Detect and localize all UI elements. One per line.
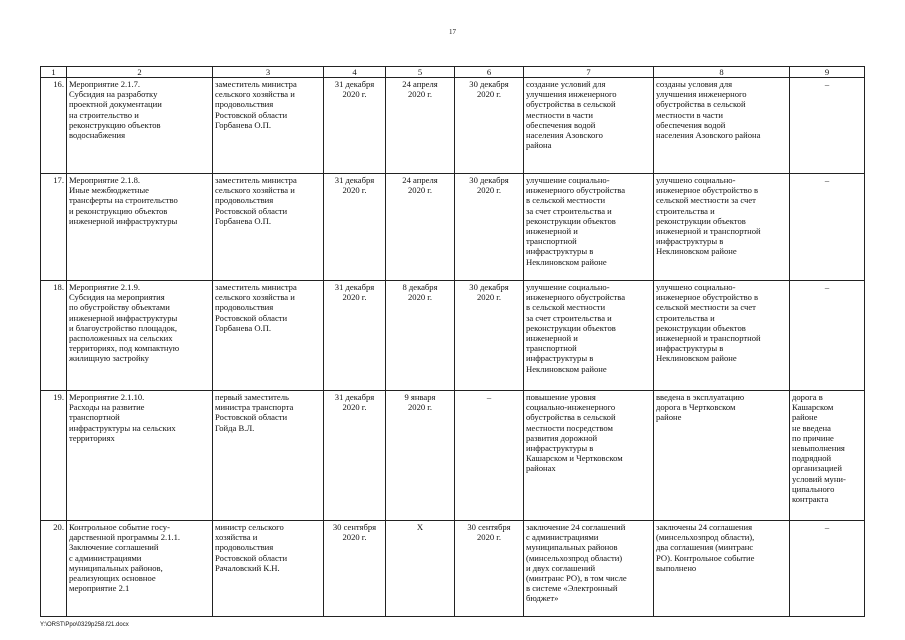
actual-start-date: 24 апреля 2020 г. <box>386 174 455 281</box>
row-number: 19. <box>41 391 67 521</box>
column-header: 4 <box>324 67 386 78</box>
event-name: Мероприятие 2.1.8. Иные межбюджетные трансферты на строительство и реконструкцию объектов инженерной инфраструктуры <box>67 174 213 281</box>
column-header: 5 <box>386 67 455 78</box>
planned-result: повышение уровня социально-инженерного обустройства в сельской местности посредством развития дорожной инфраструктуры в Кашарском и Чертковском районах <box>524 391 654 521</box>
table-row <box>41 281 865 391</box>
planned-date: 30 сентября 2020 г. <box>324 521 386 617</box>
planned-date: 31 декабря 2020 г. <box>324 281 386 391</box>
actual-end-date: – <box>455 391 524 521</box>
file-path-footer: Y:\ORST\Ppo\0329p258.f21.docx <box>40 622 129 628</box>
actual-start-date: 24 апреля 2020 г. <box>386 78 455 174</box>
table-row <box>41 78 865 174</box>
event-name: Контрольное событие госу- дарственной программы 2.1.1. Заключение соглашений с администрациями муниципальных районов, реализующих основное мероприятие 2.1 <box>67 521 213 617</box>
actual-result: заключены 24 соглашения (минсельхозпрод области), два соглашения (минтранс РО). Контрольное событие выполнено <box>654 521 790 617</box>
actual-result: созданы условия для улучшения инженерного обустройства в сельской местности в части обеспечения водой населения Азовского района <box>654 78 790 174</box>
actual-end-date: 30 сентября 2020 г. <box>455 521 524 617</box>
column-header: 8 <box>654 67 790 78</box>
actual-start-date: 9 января 2020 г. <box>386 391 455 521</box>
planned-date: 31 декабря 2020 г. <box>324 174 386 281</box>
report-table <box>40 66 865 617</box>
actual-end-date: 30 декабря 2020 г. <box>455 78 524 174</box>
planned-date: 31 декабря 2020 г. <box>324 391 386 521</box>
deviation-note: – <box>790 78 865 174</box>
column-header: 6 <box>455 67 524 78</box>
deviation-note: дорога в Кашарском районе не введена по причине невыполнения подрядной организацией условий муни- ципального контракта <box>790 391 865 521</box>
row-number: 18. <box>41 281 67 391</box>
column-number-row <box>41 67 865 78</box>
deviation-note: – <box>790 174 865 281</box>
row-number: 17. <box>41 174 67 281</box>
actual-start-date: 8 декабря 2020 г. <box>386 281 455 391</box>
actual-end-date: 30 декабря 2020 г. <box>455 281 524 391</box>
actual-end-date: 30 декабря 2020 г. <box>455 174 524 281</box>
planned-result: заключение 24 соглашений с администрациями муниципальных районов (минсельхозпрод области) и двух соглашений (минтранс РО), в том числе в системе «Электронный бюджет» <box>524 521 654 617</box>
planned-result: улучшение социально- инженерного обустройства в сельской местности за счет строительства и реконструкции объектов инженерной и транспортной инфраструктуры в Неклиновском районе <box>524 174 654 281</box>
event-name: Мероприятие 2.1.10. Расходы на развитие транспортной инфраструктуры на сельских территориях <box>67 391 213 521</box>
deviation-note: – <box>790 521 865 617</box>
planned-result: создание условий для улучшения инженерного обустройства в сельской местности в части обеспечения водой населения Азовского района <box>524 78 654 174</box>
event-name: Мероприятие 2.1.7. Субсидия на разработку проектной документации на строительство и реконструкцию объектов водоснабжения <box>67 78 213 174</box>
column-header: 9 <box>790 67 865 78</box>
responsible-person: первый заместитель министра транспорта Ростовской области Гойда В.Л. <box>213 391 324 521</box>
responsible-person: министр сельского хозяйства и продовольствия Ростовской области Рачаловский К.Н. <box>213 521 324 617</box>
column-header: 1 <box>41 67 67 78</box>
column-header: 7 <box>524 67 654 78</box>
actual-start-date: X <box>386 521 455 617</box>
actual-result: улучшено социально- инженерное обустройство в сельской местности за счет строительства и реконструкции объектов инженерной и транспортной инфраструктуры в Неклиновском районе <box>654 281 790 391</box>
page-number: 17 <box>449 28 456 36</box>
planned-result: улучшение социально- инженерного обустройства в сельской местности за счет строительства и реконструкции объектов инженерной и транспортной инфраструктуры в Неклиновском районе <box>524 281 654 391</box>
responsible-person: заместитель министра сельского хозяйства и продовольствия Ростовской области Горбанева О.П. <box>213 78 324 174</box>
row-number: 16. <box>41 78 67 174</box>
table-row <box>41 174 865 281</box>
row-number: 20. <box>41 521 67 617</box>
table-row <box>41 521 865 617</box>
table-row <box>41 391 865 521</box>
event-name: Мероприятие 2.1.9. Субсидия на мероприятия по обустройству объектами инженерной инфраструктуры и благоустройство площадок, расположенных на сельских территориях, под компактную жилищную застройку <box>67 281 213 391</box>
column-header: 3 <box>213 67 324 78</box>
responsible-person: заместитель министра сельского хозяйства и продовольствия Ростовской области Горбанева О.П. <box>213 174 324 281</box>
planned-date: 31 декабря 2020 г. <box>324 78 386 174</box>
column-header: 2 <box>67 67 213 78</box>
actual-result: улучшено социально- инженерное обустройство в сельской местности за счет строительства и реконструкции объектов инженерной и транспортной инфраструктуры в Неклиновском районе <box>654 174 790 281</box>
responsible-person: заместитель министра сельского хозяйства и продовольствия Ростовской области Горбанева О.П. <box>213 281 324 391</box>
deviation-note: – <box>790 281 865 391</box>
actual-result: введена в эксплуатацию дорога в Чертковском районе <box>654 391 790 521</box>
